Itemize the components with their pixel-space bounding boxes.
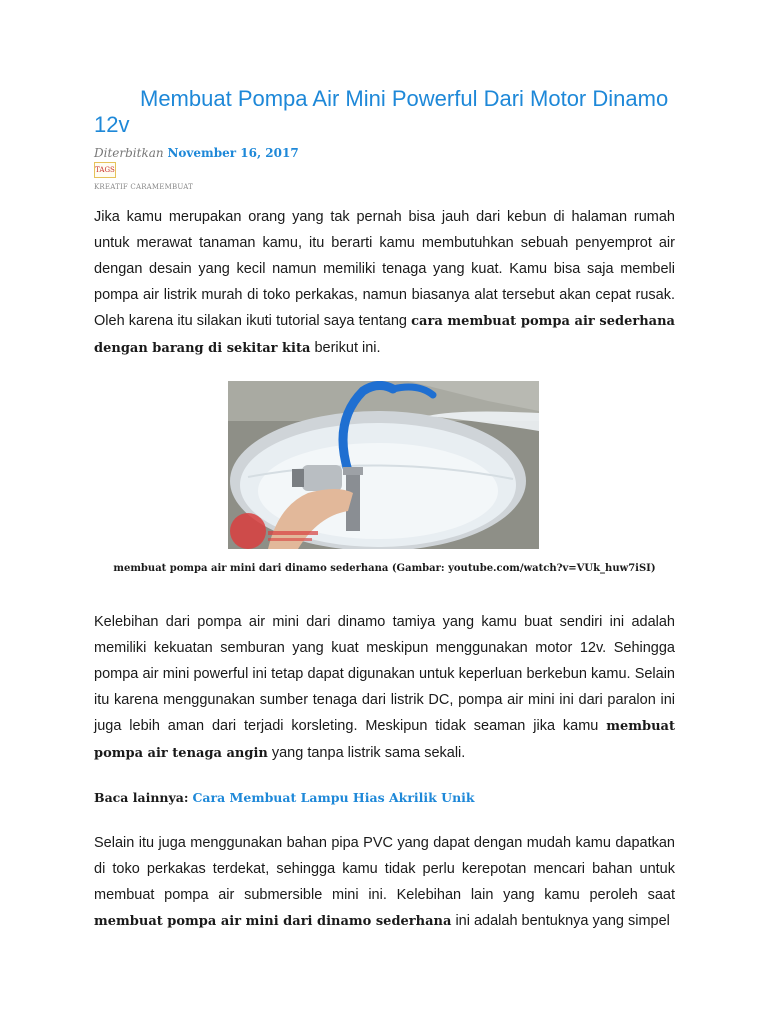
article-title: Membuat Pompa Air Mini Powerful Dari Motor Dinamo 12v bbox=[94, 86, 669, 137]
paragraph-intro bbox=[94, 204, 675, 362]
keyword-link: membuat pompa air tenaga angin bbox=[94, 719, 675, 761]
published-date[interactable]: November 16, 2017 bbox=[167, 146, 299, 160]
tags-badge: TAGS bbox=[94, 162, 116, 178]
read-more-link[interactable]: Cara Membuat Lampu Hias Akrilik Unik bbox=[192, 790, 475, 805]
publish-info bbox=[94, 146, 299, 160]
read-more-label: Baca lainnya: bbox=[94, 790, 189, 805]
paragraph-benefits bbox=[94, 609, 675, 767]
paragraph-intro-end: berikut ini. bbox=[310, 340, 381, 356]
keyword-link: membuat pompa air mini dari dinamo sederhana bbox=[94, 914, 452, 929]
tag-list[interactable]: KREATIF CARAMEMBUAT bbox=[94, 183, 193, 191]
paragraph-materials-end: ini adalah bentuknya yang simpel bbox=[451, 913, 670, 929]
read-more bbox=[94, 790, 475, 806]
keyword-link: cara membuat pompa air sederhana dengan barang di sekitar kita bbox=[94, 314, 675, 356]
paragraph-benefits-text: Kelebihan dari pompa air mini dari dinamo tamiya yang kamu buat sendiri ini adalah memiliki kekuatan semburan yang kuat meskipun menggunakan motor 12v. Sehingga pompa air mini powerful ini tetap dapat digunakan untuk keperluan berkebun kamu. Selain itu karena menggunakan sumber tenaga dari listrik DC, pompa air mini ini dari paralon ini juga lebih aman dari terjadi korsleting. Meskipun tidak seaman jika kamu bbox=[94, 614, 675, 734]
paragraph-intro-text: Jika kamu merupakan orang yang tak pernah bisa jauh dari kebun di halaman rumah untuk merawat tanaman kamu, itu berarti kamu membutuhkan sebuah penyemprot air dengan desain yang kecil namun memiliki tenaga yang kuat. Kamu bisa saja membeli pompa air listrik murah di toko perkakas, namun biasanya alat tersebut akan cepat rusak. Oleh karena itu silakan ikuti tutorial saya tentang bbox=[94, 209, 675, 329]
published-label: Diterbitkan bbox=[94, 146, 164, 160]
article-photo bbox=[228, 381, 539, 549]
paragraph-materials bbox=[94, 830, 675, 935]
paragraph-benefits-end: yang tanpa listrik sama sekali. bbox=[267, 745, 466, 761]
paragraph-materials-text: Selain itu juga menggunakan bahan pipa PVC yang dapat dengan mudah kamu dapatkan di toko perkakas terdekat, sehingga kamu tidak perlu kerepotan mencari bahan untuk membuat pompa air submersible mini ini. Kelebihan lain yang kamu peroleh saat bbox=[94, 835, 675, 903]
image-caption: membuat pompa air mini dari dinamo sederhana (Gambar: youtube.com/watch?v=VUk_huw7iSI) bbox=[113, 563, 656, 574]
